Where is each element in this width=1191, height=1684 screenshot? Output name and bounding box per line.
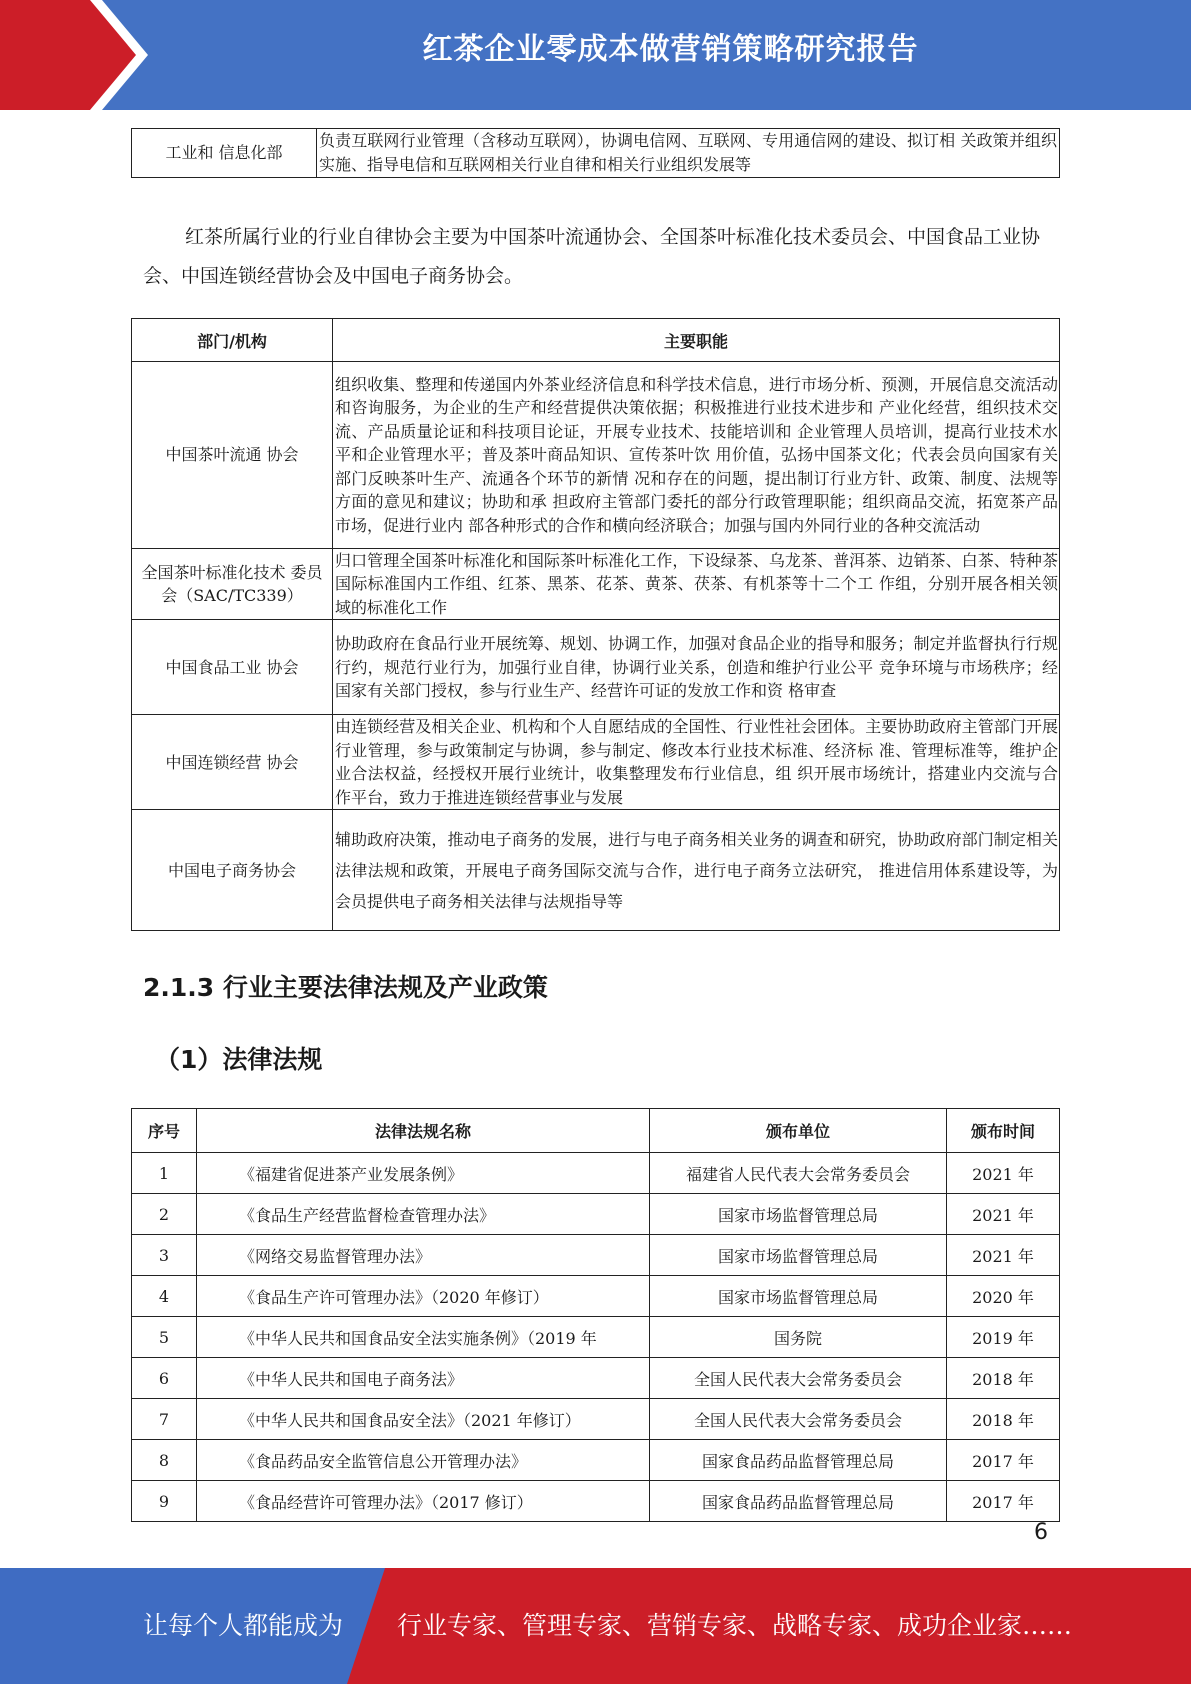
table-row xyxy=(132,1153,1060,1194)
ministry-table xyxy=(131,128,1060,178)
page-header xyxy=(0,0,1191,110)
table-row xyxy=(132,549,1060,620)
table-row xyxy=(132,715,1060,810)
issuing-unit: 全国人民代表大会常务委员会 xyxy=(650,1399,947,1440)
row-number: 1 xyxy=(132,1153,197,1194)
section-heading: 2.1.3 行业主要法律法规及产业政策 xyxy=(143,973,548,1002)
col-header-year: 颁布时间 xyxy=(947,1109,1060,1153)
issuing-unit: 国家食品药品监督管理总局 xyxy=(650,1440,947,1481)
table-header-row xyxy=(132,1109,1060,1153)
org-cell: 工业和 信息化部 xyxy=(132,129,317,178)
law-name: 《食品生产经营监督检查管理办法》 xyxy=(197,1194,650,1235)
law-name: 《中华人民共和国食品安全法实施条例》（2019 年 xyxy=(197,1317,650,1358)
function-cell: 由连锁经营及相关企业、机构和个人自愿结成的全国性、行业性社会团体。主要协助政府主管部门开展行业管理，参与政策制定与协调，参与制定、修改本行业技术标准、经济标 准、管理标准等，维护企业合法权益，经授权开展行业统计，收集整理发布行业信息，组 织开展市场统计，搭建业内交流与合作平台，致力于推进连锁经营事业与发展 xyxy=(333,715,1060,810)
org-cell: 中国电子商务协会 xyxy=(132,810,333,931)
issue-year: 2018 年 xyxy=(947,1358,1060,1399)
issuing-unit: 国家市场监督管理总局 xyxy=(650,1276,947,1317)
issue-year: 2020 年 xyxy=(947,1276,1060,1317)
table-row xyxy=(132,1194,1060,1235)
page-footer xyxy=(0,1568,1191,1684)
body-paragraph: 红茶所属行业的行业自律协会主要为中国茶叶流通协会、全国茶叶标准化技术委员会、中国食品工业协会、中国连锁经营协会及中国电子商务协会。 xyxy=(143,226,1041,287)
law-name: 《福建省促进茶产业发展条例》 xyxy=(197,1153,650,1194)
function-cell: 负责互联网行业管理（含移动互联网），协调电信网、互联网、专用通信网的建设、拟订相 关政策并组织实施、指导电信和互联网相关行业自律和相关行业组织发展等 xyxy=(317,129,1060,178)
law-name: 《中华人民共和国电子商务法》 xyxy=(197,1358,650,1399)
table-row xyxy=(132,129,1060,178)
table-row xyxy=(132,362,1060,549)
table-row xyxy=(132,1235,1060,1276)
law-name: 《食品经营许可管理办法》（2017 修订） xyxy=(197,1481,650,1522)
function-cell: 组织收集、整理和传递国内外茶业经济信息和科学技术信息，进行市场分析、预测，开展信息交流活动和咨询服务，为企业的生产和经营提供决策依据；积极推进行业技术进步和 产业化经营，组织技术交流、产品质量论证和科技项目论证，开展专业技术、技能培训和 企业管理人员培训，提高行业技术水平和企业管理水平；普及茶叶商品知识、宣传茶叶饮 用价值，弘扬中国茶文化；代表会员向国家有关部门反映茶叶生产、流通各个环节的新情 况和存在的问题，提出制订行业方针、政策、制度、法规等方面的意见和建议；协助和承 担政府主管部门委托的部分行政管理职能；组织商品交流，拓宽茶产品市场，促进行业内 部各种形式的合作和横向经济联合；加强与国内外同行业的各种交流活动 xyxy=(333,362,1060,549)
table-row xyxy=(132,810,1060,931)
row-number: 8 xyxy=(132,1440,197,1481)
laws-table xyxy=(131,1108,1060,1522)
table-row xyxy=(132,1481,1060,1522)
col-header-no: 序号 xyxy=(132,1109,197,1153)
issue-year: 2019 年 xyxy=(947,1317,1060,1358)
law-name: 《网络交易监督管理办法》 xyxy=(197,1235,650,1276)
table-row xyxy=(132,1276,1060,1317)
issuing-unit: 国家市场监督管理总局 xyxy=(650,1235,947,1276)
table-row xyxy=(132,1358,1060,1399)
subsection-heading: （1）法律法规 xyxy=(155,1045,323,1074)
law-name: 《食品药品安全监管信息公开管理办法》 xyxy=(197,1440,650,1481)
function-cell: 辅助政府决策，推动电子商务的发展，进行与电子商务相关业务的调查和研究，协助政府部门制定相关法律法规和政策，开展电子商务国际交流与合作，进行电子商务立法研究， 推进信用体系建设等，为会员提供电子商务相关法律与法规指导等 xyxy=(333,810,1060,931)
law-name: 《食品生产许可管理办法》（2020 年修订） xyxy=(197,1276,650,1317)
association-table xyxy=(131,318,1060,931)
col-header-name: 法律法规名称 xyxy=(197,1109,650,1153)
issue-year: 2017 年 xyxy=(947,1440,1060,1481)
row-number: 7 xyxy=(132,1399,197,1440)
report-title: 红茶企业零成本做营销策略研究报告 xyxy=(422,32,919,67)
issuing-unit: 国务院 xyxy=(650,1317,947,1358)
function-cell: 协助政府在食品行业开展统筹、规划、协调工作，加强对食品企业的指导和服务；制定并监督执行行规行约，规范行业行为，加强行业自律，协调行业关系，创造和维护行业公平 竞争环境与市场秩序；经国家有关部门授权，参与行业生产、经营许可证的发放工作和资 格审查 xyxy=(333,620,1060,715)
col-header-org: 部门/机构 xyxy=(132,319,333,362)
org-cell: 全国茶叶标准化技术 委员会（SAC/TC339） xyxy=(132,549,333,620)
col-header-unit: 颁布单位 xyxy=(650,1109,947,1153)
col-header-function: 主要职能 xyxy=(333,319,1060,362)
issuing-unit: 国家市场监督管理总局 xyxy=(650,1194,947,1235)
table-row xyxy=(132,1399,1060,1440)
issuing-unit: 福建省人民代表大会常务委员会 xyxy=(650,1153,947,1194)
issue-year: 2021 年 xyxy=(947,1235,1060,1276)
issue-year: 2017 年 xyxy=(947,1481,1060,1522)
issue-year: 2021 年 xyxy=(947,1153,1060,1194)
org-cell: 中国茶叶流通 协会 xyxy=(132,362,333,549)
table-header-row xyxy=(132,319,1060,362)
issuing-unit: 国家食品药品监督管理总局 xyxy=(650,1481,947,1522)
row-number: 5 xyxy=(132,1317,197,1358)
issuing-unit: 全国人民代表大会常务委员会 xyxy=(650,1358,947,1399)
row-number: 3 xyxy=(132,1235,197,1276)
page-number: 6 xyxy=(1034,1520,1048,1545)
footer-slogan-right: 行业专家、管理专家、营销专家、战略专家、成功企业家…… xyxy=(397,1611,1073,1640)
issue-year: 2021 年 xyxy=(947,1194,1060,1235)
row-number: 4 xyxy=(132,1276,197,1317)
row-number: 9 xyxy=(132,1481,197,1522)
org-cell: 中国食品工业 协会 xyxy=(132,620,333,715)
org-cell: 中国连锁经营 协会 xyxy=(132,715,333,810)
function-cell: 归口管理全国茶叶标准化和国际茶叶标准化工作，下设绿茶、乌龙茶、普洱茶、边销茶、白茶、特种茶国际标准国内工作组、红茶、黑茶、花茶、黄茶、茯茶、有机茶等十二个工 作组，分别开展各相关领域的标准化工作 xyxy=(333,549,1060,620)
row-number: 2 xyxy=(132,1194,197,1235)
table-row xyxy=(132,1440,1060,1481)
table-row xyxy=(132,1317,1060,1358)
footer-slogan-left: 让每个人都能成为 xyxy=(143,1611,344,1640)
issue-year: 2018 年 xyxy=(947,1399,1060,1440)
row-number: 6 xyxy=(132,1358,197,1399)
law-name: 《中华人民共和国食品安全法》（2021 年修订） xyxy=(197,1399,650,1440)
table-row xyxy=(132,620,1060,715)
